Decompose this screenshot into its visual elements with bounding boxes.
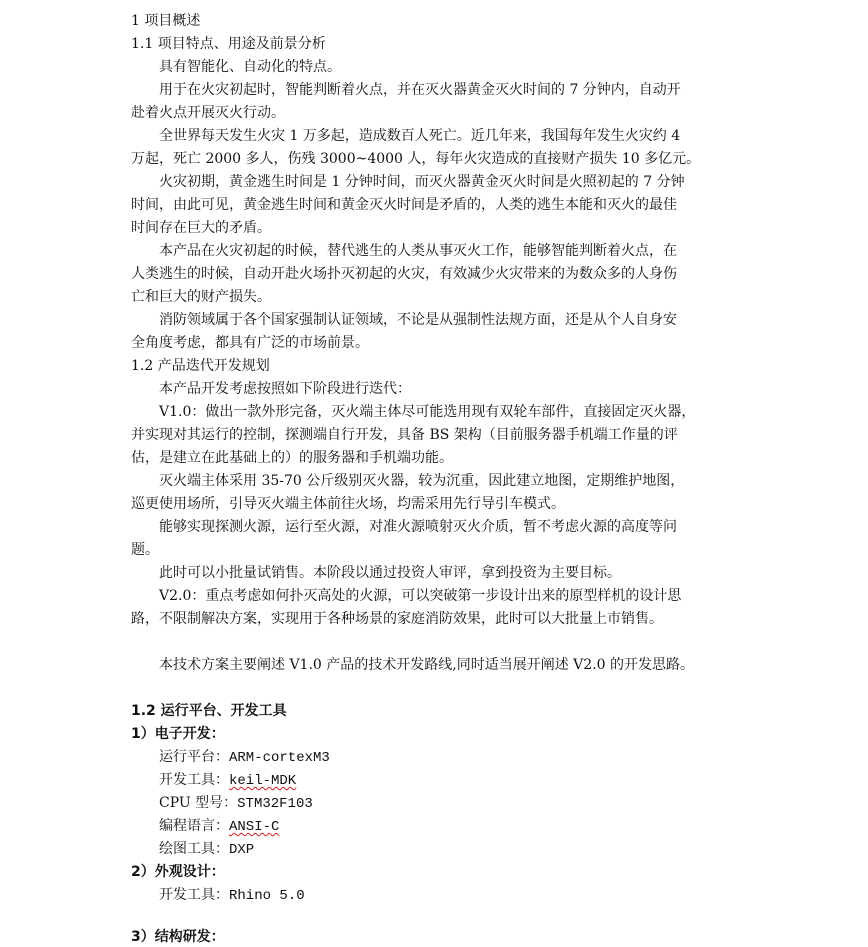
- spec-row-cpu: [159, 793, 313, 813]
- paragraph-line: 亡和巨大的财产损失。: [131, 289, 271, 305]
- paragraph-line: 能够实现探测火源，运行至火源，对准火源喷射灭火介质，暂不考虑火源的高度等问: [159, 519, 677, 535]
- paragraph-line: V1.0：做出一款外形完备，灭火端主体尽可能选用现有双轮车部件，直接固定灭火器，: [159, 404, 696, 420]
- section-1-2-tools-heading: 1.2 运行平台、开发工具: [131, 703, 287, 719]
- spec-row-platform: [159, 747, 330, 767]
- paragraph-line: 本产品在火灾初起的时候，替代逃生的人类从事灭火工作，能够智能判断着火点，在: [159, 243, 677, 259]
- spec-label: 运行平台：: [159, 749, 229, 765]
- spec-label: 开发工具：: [159, 772, 229, 788]
- section-1-heading: 1 项目概述: [131, 13, 201, 29]
- paragraph-line: 用于在火灾初起时，智能判断着火点，并在灭火器黄金灭火时间的 7 分钟内，自动开: [159, 82, 681, 98]
- spec-value: ANSI-C: [229, 819, 280, 835]
- spec-value: STM32F103: [237, 796, 313, 812]
- paragraph-line: 具有智能化、自动化的特点。: [159, 59, 341, 75]
- paragraph-line: 并实现对其运行的控制，探测端自行开发，具备 BS 架构（目前服务器手机端工作量的评: [131, 427, 678, 443]
- spec-row-drawing-tool: [159, 839, 254, 859]
- paragraph-line: 灭火端主体采用 35-70 公斤级别灭火器，较为沉重，因此建立地图，定期维护地图，: [159, 473, 685, 489]
- electronics-heading: 1）电子开发：: [131, 726, 225, 742]
- section-1-2-heading: 1.2 产品迭代开发规划: [131, 358, 270, 374]
- paragraph-line: 本产品开发考虑按照如下阶段进行迭代：: [159, 381, 411, 397]
- spec-value: Rhino 5.0: [229, 888, 305, 904]
- appearance-heading: 2）外观设计：: [131, 864, 225, 880]
- spec-label: 编程语言：: [159, 818, 229, 834]
- paragraph-line: 本技术方案主要阐述 V1.0 产品的技术开发路线,同时适当展开阐述 V2.0 的开发思路。: [159, 657, 694, 673]
- spec-row-dev-tool: [159, 770, 296, 790]
- structure-heading: 3）结构研发：: [131, 929, 225, 945]
- paragraph-line: 估，是建立在此基础上的）的服务器和手机端功能。: [131, 450, 453, 466]
- spec-label: CPU 型号：: [159, 795, 238, 811]
- spec-label: 开发工具：: [159, 887, 229, 903]
- spec-row-language: [159, 816, 279, 836]
- paragraph-line: 路，不限制解决方案，实现用于各种场景的家庭消防效果，此时可以大批量上市销售。: [131, 611, 663, 627]
- paragraph-line: 此时可以小批量试销售。本阶段以通过投资人审评，拿到投资为主要目标。: [159, 565, 621, 581]
- spec-row-appearance-tool: [159, 885, 305, 905]
- paragraph-line: 万起，死亡 2000 多人，伤残 3000~4000 人，每年火灾造成的直接财产损失 10 多亿元。: [131, 151, 701, 167]
- paragraph-line: 巡更使用场所，引导灭火端主体前往火场，均需采用先行导引车模式。: [131, 496, 565, 512]
- paragraph-line: 题。: [131, 542, 159, 558]
- paragraph-line: 全角度考虑，都具有广泛的市场前景。: [131, 335, 369, 351]
- paragraph-line: 全世界每天发生火灾 1 万多起，造成数百人死亡。近几年来，我国每年发生火灾约 4: [159, 128, 681, 144]
- paragraph-line: 火灾初期，黄金逃生时间是 1 分钟时间，而灭火器黄金灭火时间是火照初起的 7 分钟: [159, 174, 685, 190]
- section-1-1-heading: 1.1 项目特点、用途及前景分析: [131, 36, 326, 52]
- paragraph-line: 消防领域属于各个国家强制认证领域，不论是从强制性法规方面，还是从个人自身安: [159, 312, 677, 328]
- spec-label: 绘图工具：: [159, 841, 229, 857]
- paragraph-line: 人类逃生的时候，自动开赴火场扑灭初起的火灾，有效减少火灾带来的为数众多的人身伤: [131, 266, 677, 282]
- paragraph-line: 赴着火点开展灭火行动。: [131, 105, 285, 121]
- spec-value: keil-MDK: [229, 773, 297, 789]
- spec-value: DXP: [229, 842, 255, 858]
- spec-value: ARM-cortexM3: [229, 750, 330, 766]
- paragraph-line: 时间，由此可见，黄金逃生时间和黄金灭火时间是矛盾的，人类的逃生本能和灭火的最佳: [131, 197, 677, 213]
- paragraph-line: V2.0：重点考虑如何扑灭高处的火源，可以突破第一步设计出来的原型样机的设计思: [159, 588, 682, 604]
- paragraph-line: 时间存在巨大的矛盾。: [131, 220, 271, 236]
